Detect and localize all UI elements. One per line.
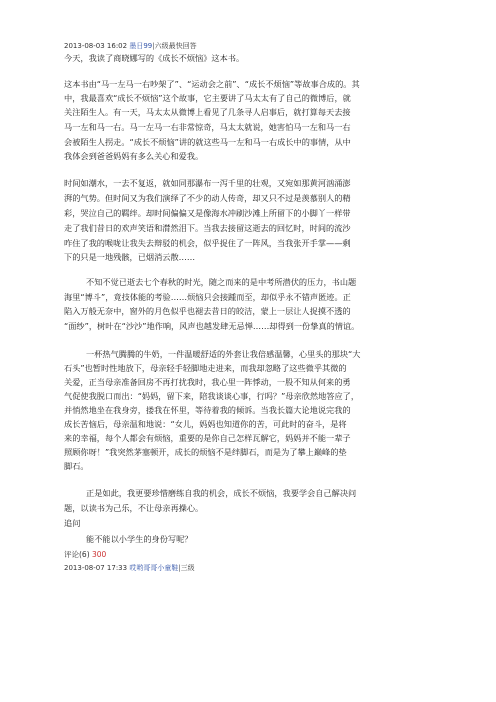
answer-meta-2: 2013-08-07 17:33 哎哟哥哥小童鞋|三级 xyxy=(64,564,195,572)
text-line: 这本书由“马一左马一右吵架了”、“运动会之前”、“成长不烦恼”等故事合成的。其 xyxy=(64,79,360,89)
text-line: 并悄然地坐在我身旁，搂我在怀里，等待着我的倾诉。当我长篇大论地说完我的 xyxy=(64,405,351,415)
text-line: 中，我最喜欢“成长不烦恼”这个故事，它主要讲了马太太有了自己的微博后，就 xyxy=(64,93,351,103)
followup-question: 能不能以小学生的身份写呢？ xyxy=(86,534,193,544)
text-line: 走了我们昔日的欢声笑语和潸然泪下。当我去接留这逝去的回忆时，时间的流沙 xyxy=(64,223,351,233)
text-line: 彩，哭泣自己的羁绊。却时间偏偏又是像海水冲刷沙滩上所留下的小脚丫一样带 xyxy=(64,208,351,218)
text-line: 下的只是一地残骸，已烟消云散…… xyxy=(64,252,196,262)
text-line: 时间如潮水，一去不复返，就如同那瀑布一泻千里的壮观，又宛如那黄河汹涌澎 xyxy=(64,178,351,188)
text-line: 海里“博斗”，竟技体能的考验……烦恼只会接踵而至，却似乎永不错声匿迹。正 xyxy=(64,292,351,302)
text-line: 我体会到爸爸妈妈有多么关心和爱我。 xyxy=(64,151,204,161)
text-line: 照顾你呀！”我突然茅塞顿开，成长的烦恼不是绊脚石，而是为了攀上巅峰的垫 xyxy=(64,447,347,457)
text-line: “面纱”，树叶在“沙沙”地作响，风声也越发肆无忌惮……却得到一份挚真的情谊。 xyxy=(64,321,360,331)
comments-count: (6) xyxy=(79,550,90,559)
text-line: 咋住了我的喉咙让我失去辩驳的机会，似乎捉住了一阵风，当我张开手掌——剩 xyxy=(64,238,351,248)
answer-date-2: 2013-08-07 17:33 xyxy=(64,564,128,572)
text-line: 今天，我读了商晓娜写的《成长不烦恼》这本书。 xyxy=(64,53,245,63)
text-line: 关注陌生人。有一天，马太太从微博上看见了几条寻人启事后，就打算每天去接 xyxy=(64,107,351,117)
text-line: 会被陌生人拐走。“成长不烦恼”讲的就这些马一左和马一右成长中的事情，从中 xyxy=(64,137,351,147)
answer-user-link-2[interactable]: 哎哟哥哥小童鞋 xyxy=(129,564,179,572)
comments-row[interactable] xyxy=(64,550,106,560)
text-line: 湃的气势。但时间又为我们演绎了不少的动人传奇，却又只不过是羡慕别人的精 xyxy=(64,193,351,203)
answer-date: 2013-08-03 16:02 xyxy=(64,42,128,50)
answer-meta: 2013-08-03 16:02 墨日99|六级最快回答 xyxy=(64,42,197,50)
text-line: 关爱，正当母亲准备回房不再打扰我时，我心里一阵悸动，一股不知从何来的勇 xyxy=(64,377,351,387)
answer-user-level: 六级最快回答 xyxy=(154,42,197,50)
text-line: 气促使我脱口而出：“妈妈，留下来，陪我谈谈心事，行吗？”母亲欣然地答应了， xyxy=(64,391,360,401)
text-line: 题，以读书为己乐，不让母亲再操心。 xyxy=(64,503,204,513)
followup-label: 追问 xyxy=(64,518,81,528)
text-line: 来的幸福，每个人都会有烦恼，重要的是你自己怎样瓦解它，妈妈并不能一辈子 xyxy=(64,433,351,443)
text-line: 成长苦恼后，母亲温和地说：“女儿，妈妈也知道你的苦，可此时的奋斗，是将 xyxy=(64,419,347,429)
comments-label[interactable]: 评论 xyxy=(64,550,79,559)
text-line: 不知不觉已逝去七个春秋的时光，随之而来的是中考所潜伏的压力，书山题 xyxy=(86,277,357,287)
reward-points: 300 xyxy=(92,550,107,559)
answer-user-level-2: 三级 xyxy=(180,564,195,572)
text-line: 石头”也暂时性地放下，母亲轻手轻脚地走进来，而我却忽略了这些微乎其微的 xyxy=(64,363,347,373)
text-line: 马一左和马一右。马一左马一右非常惊奇，马太太就说，她害怕马一左和马一右 xyxy=(64,122,351,132)
text-line: 一杯热气腾腾的牛奶，一件温暖舒适的外套让我倍感温馨，心里头的那块“大 xyxy=(86,349,361,359)
text-line: 陷入万般无奈中，窗外的月色似乎也褪去昔日的皎洁，蒙上一层让人捉摸不透的 xyxy=(64,306,351,316)
answer-user-link[interactable]: 墨日99 xyxy=(129,42,153,50)
text-line: 脚石。 xyxy=(64,461,89,471)
text-line: 正是如此，我更要珍惜磨练自我的机会，成长不烦恼，我要学会自己解决问 xyxy=(86,488,357,498)
